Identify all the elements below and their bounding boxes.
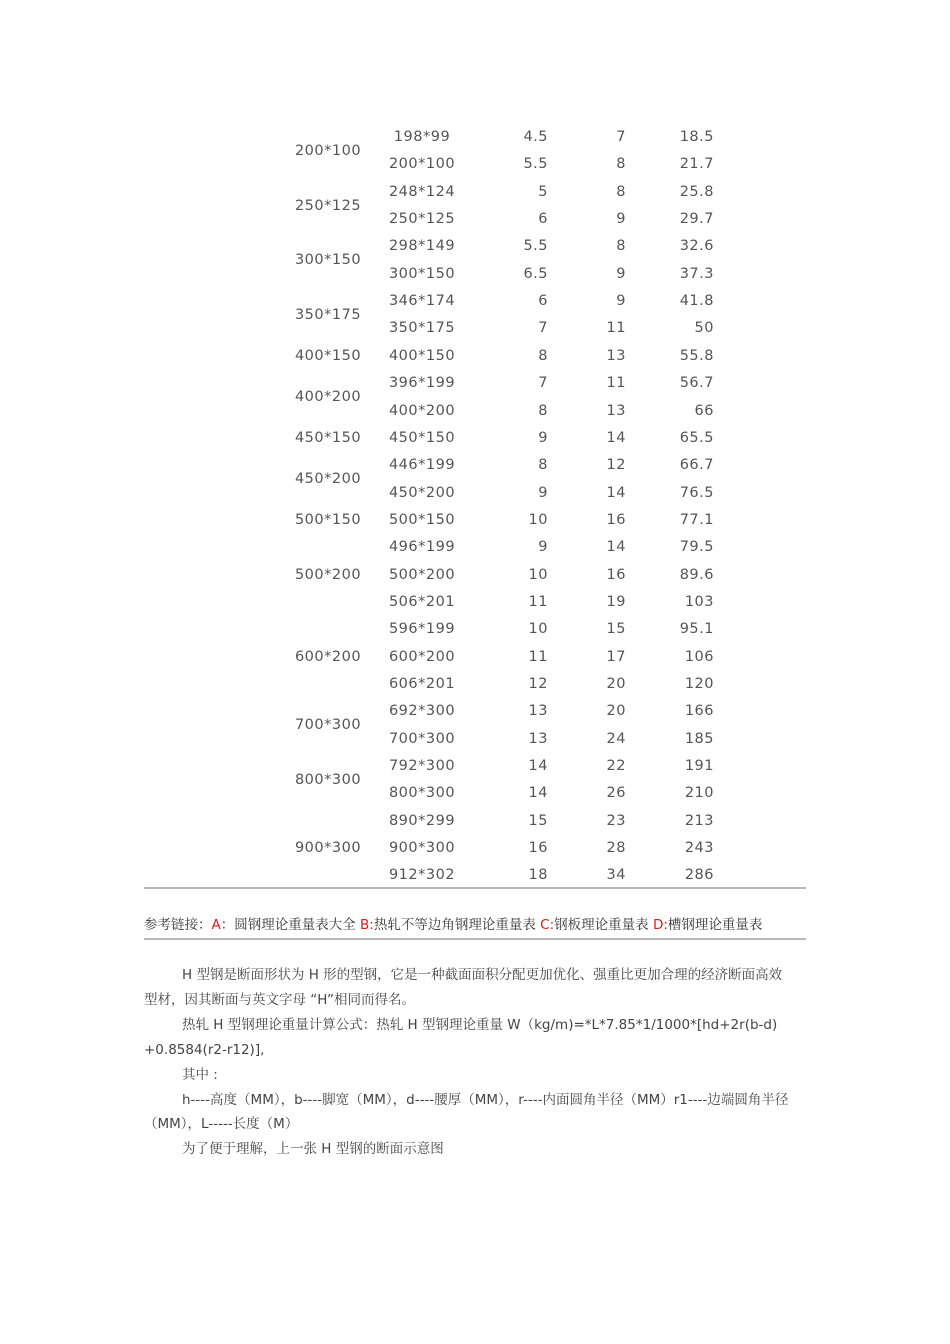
link-a-text[interactable]: 圆钢理论重量表大全: [234, 917, 361, 933]
row-flange-thickness: 9: [616, 211, 626, 228]
row-weight: 29.7: [679, 211, 714, 228]
row-spec: 596*199: [388, 621, 456, 638]
row-flange-thickness: 17: [606, 648, 626, 665]
row-weight: 243: [684, 840, 714, 857]
row-weight: 95.1: [679, 621, 714, 638]
row-flange-thickness: 14: [606, 429, 626, 446]
row-flange-thickness: 20: [606, 676, 626, 692]
row-weight: 79.5: [679, 539, 714, 556]
row-flange-thickness: 23: [606, 812, 626, 829]
link-c-text[interactable]: 钢板理论重量表: [554, 917, 653, 933]
table-row: [0, 780, 950, 807]
link-c-key[interactable]: C:: [540, 917, 555, 933]
table-row: [0, 151, 950, 178]
row-flange-thickness: 7: [616, 129, 626, 145]
row-web-thickness: 10: [528, 511, 548, 528]
row-flange-thickness: 16: [606, 566, 626, 583]
group-label: 800*300: [294, 771, 362, 788]
row-flange-thickness: 8: [616, 183, 626, 200]
row-weight: 89.6: [679, 566, 714, 583]
row-spec: 198*99: [393, 129, 451, 145]
intro-line-2: 型材，因其断面与英文字母 “H”相同而得名。: [144, 992, 416, 1008]
row-spec: 346*174: [388, 293, 456, 310]
row-web-thickness: 13: [528, 730, 548, 747]
row-weight: 213: [684, 812, 714, 829]
row-flange-thickness: 34: [606, 867, 626, 884]
row-weight: 191: [684, 758, 714, 775]
link-b-text[interactable]: 热轧不等边角钢理论重量表: [373, 917, 541, 933]
row-spec: 450*150: [388, 429, 456, 446]
row-spec: 606*201: [388, 676, 456, 692]
table-row: [0, 507, 950, 534]
row-flange-thickness: 13: [606, 402, 626, 419]
group-label: 400*200: [294, 389, 362, 405]
where-label: 其中 :: [182, 1067, 218, 1083]
row-flange-thickness: 24: [606, 730, 626, 747]
row-flange-thickness: 9: [616, 265, 626, 282]
table-row: [0, 589, 950, 616]
row-spec: 200*100: [388, 156, 456, 173]
row-web-thickness: 7: [538, 320, 548, 337]
row-weight: 21.7: [679, 156, 714, 173]
row-web-thickness: 13: [528, 703, 548, 720]
row-web-thickness: 7: [538, 375, 548, 392]
row-spec: 500*150: [388, 511, 456, 528]
table-row: [0, 644, 950, 671]
table-row: [0, 452, 950, 479]
group-label: 250*125: [294, 197, 362, 214]
link-a-key[interactable]: A: [211, 917, 221, 933]
row-spec: 396*199: [388, 375, 456, 392]
table-row: [0, 124, 950, 151]
group-label: 450*200: [294, 471, 362, 488]
link-d-text[interactable]: 槽钢理论重量表: [667, 917, 763, 933]
row-weight: 65.5: [679, 429, 714, 446]
row-web-thickness: 6.5: [523, 265, 548, 282]
row-weight: 56.7: [679, 375, 714, 392]
row-weight: 55.8: [679, 347, 714, 364]
table-row: [0, 206, 950, 233]
row-web-thickness: 8: [538, 402, 548, 419]
row-spec: 450*200: [388, 484, 456, 501]
link-b-key[interactable]: B:: [360, 917, 374, 933]
row-web-thickness: 6: [538, 293, 548, 310]
row-web-thickness: 5: [538, 183, 548, 200]
table-row: [0, 534, 950, 561]
row-spec: 248*124: [388, 183, 456, 200]
table-row: [0, 233, 950, 260]
table-row: [0, 862, 950, 889]
formula-line-2: +0.8584(r2-r12)],: [144, 1042, 265, 1058]
link-d-key[interactable]: D:: [652, 917, 668, 933]
row-weight: 66: [694, 402, 714, 419]
row-web-thickness: 16: [528, 840, 548, 857]
row-weight: 166: [684, 703, 714, 720]
row-web-thickness: 9: [538, 539, 548, 556]
intro-line-1: H 型钢是断面形状为 H 形的型钢，它是一种截面面积分配更加优化、强重比更加合理的经济断面高效: [182, 967, 783, 983]
row-web-thickness: 15: [528, 812, 548, 829]
formula-line-1: 热轧 H 型钢理论重量计算公式：热轧 H 型钢理论重量 W（kg/m)=*L*7.85*1/1000*[hd+2r(b-d): [182, 1017, 778, 1033]
row-weight: 50: [694, 320, 714, 337]
row-web-thickness: 6: [538, 211, 548, 228]
table-row: [0, 835, 950, 862]
row-weight: 25.8: [679, 183, 714, 200]
variables-line-1: h----高度（MM），b----脚宽（MM），d----腰厚（MM），r----内面圆角半径（MM）r1----边端圆角半径: [182, 1092, 789, 1108]
row-web-thickness: 11: [528, 593, 548, 610]
table-bottom-rule: [144, 887, 806, 889]
row-flange-thickness: 14: [606, 484, 626, 501]
row-weight: 77.1: [679, 511, 714, 528]
row-flange-thickness: 13: [606, 347, 626, 364]
link-a-sep: ：: [220, 917, 235, 933]
row-spec: 500*200: [388, 566, 456, 583]
row-spec: 800*300: [388, 785, 456, 802]
table-row: [0, 753, 950, 780]
row-web-thickness: 10: [528, 621, 548, 638]
row-web-thickness: 10: [528, 566, 548, 583]
table-row: [0, 480, 950, 507]
row-flange-thickness: 19: [606, 593, 626, 610]
table-row: [0, 671, 950, 698]
row-web-thickness: 11: [528, 648, 548, 665]
group-label: 450*150: [294, 430, 362, 447]
row-spec: 400*150: [388, 347, 456, 364]
row-weight: 185: [684, 730, 714, 747]
row-flange-thickness: 20: [606, 703, 626, 720]
row-spec: 890*299: [388, 812, 456, 829]
group-label: 500*200: [294, 566, 362, 583]
table-row: [0, 343, 950, 370]
group-label: 300*150: [294, 252, 362, 269]
group-label: 900*300: [294, 840, 362, 857]
table-row: [0, 726, 950, 753]
row-flange-thickness: 26: [606, 785, 626, 802]
row-weight: 18.5: [679, 129, 714, 145]
group-label: 700*300: [294, 717, 362, 734]
reference-links: [144, 912, 806, 938]
table-row: [0, 370, 950, 397]
table-row: [0, 698, 950, 725]
row-flange-thickness: 11: [606, 320, 626, 337]
row-weight: 103: [684, 593, 714, 610]
row-spec: 300*150: [388, 265, 456, 282]
row-weight: 76.5: [679, 484, 714, 501]
row-spec: 250*125: [388, 211, 456, 228]
row-flange-thickness: 22: [606, 758, 626, 775]
row-web-thickness: 5.5: [523, 238, 548, 255]
table-row: [0, 425, 950, 452]
group-label: 350*175: [294, 306, 362, 323]
row-spec: 496*199: [388, 539, 456, 556]
row-web-thickness: 9: [538, 484, 548, 501]
links-bottom-rule: [144, 938, 806, 940]
group-label: 400*150: [294, 347, 362, 364]
closing-line: 为了便于理解，上一张 H 型钢的断面示意图: [182, 1141, 444, 1157]
row-weight: 120: [684, 676, 714, 692]
row-spec: 506*201: [388, 593, 456, 610]
row-spec: 446*199: [388, 457, 456, 474]
row-spec: 600*200: [388, 648, 456, 665]
row-spec: 298*149: [388, 238, 456, 255]
row-spec: 400*200: [388, 402, 456, 419]
group-label: 600*200: [294, 648, 362, 665]
row-flange-thickness: 11: [606, 375, 626, 392]
row-spec: 912*302: [388, 867, 456, 884]
table-row: [0, 398, 950, 425]
row-web-thickness: 18: [528, 867, 548, 884]
row-weight: 66.7: [679, 457, 714, 474]
row-weight: 286: [684, 867, 714, 884]
row-flange-thickness: 14: [606, 539, 626, 556]
row-flange-thickness: 8: [616, 156, 626, 173]
row-web-thickness: 8: [538, 457, 548, 474]
table-row: [0, 179, 950, 206]
row-weight: 37.3: [679, 265, 714, 282]
row-spec: 692*300: [388, 703, 456, 720]
row-spec: 700*300: [388, 730, 456, 747]
group-label: 200*100: [294, 142, 362, 159]
row-web-thickness: 9: [538, 429, 548, 446]
row-flange-thickness: 9: [616, 293, 626, 310]
table-row: [0, 562, 950, 589]
row-weight: 210: [684, 785, 714, 802]
row-flange-thickness: 28: [606, 840, 626, 857]
row-flange-thickness: 15: [606, 621, 626, 638]
row-flange-thickness: 12: [606, 457, 626, 474]
row-flange-thickness: 8: [616, 238, 626, 255]
table-row: [0, 616, 950, 643]
row-web-thickness: 4.5: [523, 129, 548, 145]
links-prefix: 参考链接：: [144, 917, 212, 933]
table-row: [0, 288, 950, 315]
row-weight: 41.8: [679, 293, 714, 310]
row-weight: 32.6: [679, 238, 714, 255]
table-row: [0, 808, 950, 835]
row-spec: 900*300: [388, 840, 456, 857]
group-label: 500*150: [294, 512, 362, 529]
row-spec: 792*300: [388, 758, 456, 775]
row-weight: 106: [684, 648, 714, 665]
row-spec: 350*175: [388, 320, 456, 337]
row-web-thickness: 8: [538, 347, 548, 364]
row-flange-thickness: 16: [606, 511, 626, 528]
row-web-thickness: 5.5: [523, 156, 548, 173]
row-web-thickness: 14: [528, 758, 548, 775]
table-row: [0, 261, 950, 288]
row-web-thickness: 14: [528, 785, 548, 802]
table-row: [0, 315, 950, 342]
variables-line-2: （MM），L-----长度（M）: [144, 1116, 299, 1132]
row-web-thickness: 12: [528, 676, 548, 692]
